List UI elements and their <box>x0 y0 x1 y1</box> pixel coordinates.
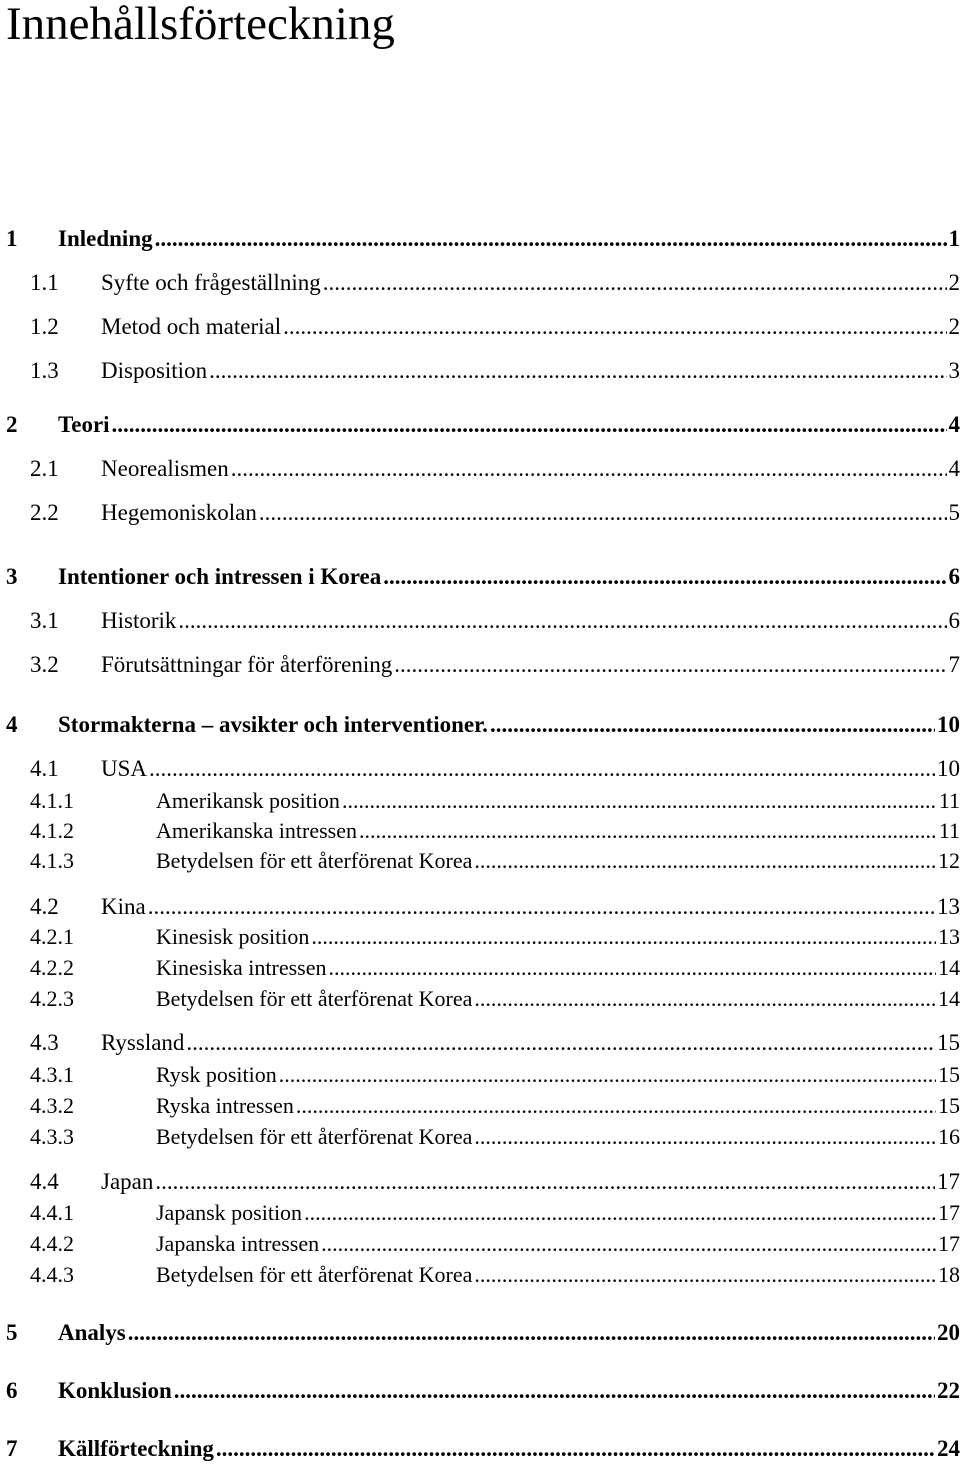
dot-leader <box>321 1231 936 1257</box>
toc-entry-page-number: 17 <box>938 1200 960 1225</box>
dot-leader <box>490 712 935 738</box>
dot-leader <box>383 564 946 590</box>
toc-entry-number: 1.2 <box>30 314 59 339</box>
toc-entry-page-number: 11 <box>938 818 960 843</box>
toc-entry-page-number: 5 <box>948 500 960 525</box>
dot-leader <box>283 314 946 340</box>
dot-leader <box>112 412 947 438</box>
toc-entry[interactable] <box>0 270 960 298</box>
toc-entry-page-number: 10 <box>937 756 960 781</box>
toc-entry[interactable] <box>0 712 960 740</box>
toc-entry-page-number: 20 <box>937 1320 960 1345</box>
toc-entry-page-number: 2 <box>948 314 960 339</box>
toc-entry-page-number: 15 <box>938 1062 960 1087</box>
dot-leader <box>474 848 936 874</box>
page-title: Innehållsförteckning <box>6 0 395 50</box>
toc-entry-number: 3.1 <box>30 608 59 633</box>
toc-entry-number: 6 <box>6 1378 18 1403</box>
toc-entry[interactable] <box>0 1436 960 1464</box>
toc-entry-number: 1.3 <box>30 358 59 383</box>
toc-entry-label: Kina <box>101 894 146 919</box>
toc-entry[interactable] <box>0 955 960 983</box>
toc-entry-label: Disposition <box>101 358 208 383</box>
toc-entry[interactable] <box>0 358 960 386</box>
toc-entry[interactable] <box>0 500 960 528</box>
toc-entry-label: Hegemoniskolan <box>101 500 257 525</box>
toc-entry-page-number: 10 <box>937 712 960 737</box>
toc-entry[interactable] <box>0 986 960 1014</box>
toc-entry-label: Neorealismen <box>101 456 229 481</box>
toc-entry-page-number: 6 <box>948 564 960 589</box>
dot-leader <box>296 1093 936 1119</box>
toc-entry-page-number: 11 <box>938 788 960 813</box>
toc-entry-number: 4.2.3 <box>30 986 74 1011</box>
toc-entry[interactable] <box>0 1231 960 1259</box>
toc-entry-number: 4.1.1 <box>30 788 74 813</box>
toc-entry-label: Teori <box>58 412 110 437</box>
toc-entry-number: 4.2.2 <box>30 955 74 980</box>
toc-entry-page-number: 17 <box>937 1169 960 1194</box>
toc-entry-label: Amerikansk position <box>156 788 340 813</box>
toc-entry-page-number: 2 <box>948 270 960 295</box>
toc-entry-label: Betydelsen för ett återförenat Korea <box>156 1124 473 1149</box>
toc-entry-number: 4.4.2 <box>30 1231 74 1256</box>
toc-entry-label: Stormakterna – avsikter och interventioner. <box>58 712 488 737</box>
toc-entry-number: 4.3.2 <box>30 1093 74 1118</box>
toc-entry[interactable] <box>0 894 960 922</box>
toc-entry-label: Ryska intressen <box>156 1093 294 1118</box>
toc-entry-number: 5 <box>6 1320 18 1345</box>
toc-entry-number: 4.4 <box>30 1169 59 1194</box>
toc-entry-page-number: 17 <box>938 1231 960 1256</box>
toc-entry-number: 4.1.2 <box>30 818 74 843</box>
toc-entry-label: Japan <box>101 1169 154 1194</box>
toc-entry[interactable] <box>0 1169 960 1197</box>
toc-entry[interactable] <box>0 1200 960 1228</box>
toc-entry-number: 1.1 <box>30 270 59 295</box>
dot-leader <box>128 1320 935 1346</box>
toc-entry-page-number: 6 <box>948 608 960 633</box>
dot-leader <box>342 788 937 814</box>
toc-entry[interactable] <box>0 1320 960 1348</box>
toc-entry-label: Kinesisk position <box>156 924 310 949</box>
toc-entry-label: Inledning <box>58 226 153 251</box>
dot-leader <box>474 986 936 1012</box>
toc-entry-number: 2.1 <box>30 456 59 481</box>
toc-entry-number: 1 <box>6 226 18 251</box>
toc-entry-label: Rysk position <box>156 1062 277 1087</box>
toc-entry-page-number: 7 <box>948 652 960 677</box>
dot-leader <box>323 270 947 296</box>
toc-entry-label: Metod och material <box>101 314 282 339</box>
toc-entry[interactable] <box>0 848 960 876</box>
toc-entry-page-number: 14 <box>938 955 960 980</box>
toc-entry[interactable] <box>0 456 960 484</box>
toc-entry-number: 2 <box>6 412 18 437</box>
toc-entry-number: 4.2 <box>30 894 59 919</box>
dot-leader <box>149 756 935 782</box>
toc-entry-label: Betydelsen för ett återförenat Korea <box>156 848 473 873</box>
toc-entry[interactable] <box>0 788 960 816</box>
toc-entry-number: 4.3.3 <box>30 1124 74 1149</box>
toc-entry-page-number: 22 <box>937 1378 960 1403</box>
toc-entry[interactable] <box>0 818 960 846</box>
toc-entry[interactable] <box>0 314 960 342</box>
toc-entry-number: 3 <box>6 564 18 589</box>
toc-entry-page-number: 12 <box>938 848 960 873</box>
toc-entry-number: 4.4.3 <box>30 1262 74 1287</box>
toc-entry-label: Amerikanska intressen <box>156 818 357 843</box>
dot-leader <box>231 456 947 482</box>
dot-leader <box>259 500 947 526</box>
dot-leader <box>394 652 946 678</box>
dot-leader <box>474 1262 936 1288</box>
dot-leader <box>155 226 947 252</box>
toc-entry-page-number: 15 <box>938 1093 960 1118</box>
toc-entry-number: 4.4.1 <box>30 1200 74 1225</box>
toc-entry-page-number: 24 <box>937 1436 960 1461</box>
toc-entry[interactable] <box>0 1124 960 1152</box>
toc-entry-page-number: 15 <box>937 1030 960 1055</box>
toc-entry[interactable] <box>0 1093 960 1121</box>
toc-entry-page-number: 16 <box>938 1124 960 1149</box>
toc-entry-page-number: 4 <box>948 412 960 437</box>
toc-entry-label: Ryssland <box>101 1030 185 1055</box>
dot-leader <box>304 1200 936 1226</box>
toc-entry-number: 4 <box>6 712 18 737</box>
toc-entry[interactable] <box>0 564 960 592</box>
toc-entry[interactable] <box>0 756 960 784</box>
toc-entry-page-number: 13 <box>938 924 960 949</box>
dot-leader <box>155 1169 935 1195</box>
toc-entry[interactable] <box>0 1030 960 1058</box>
toc-entry-label: Intentioner och intressen i Korea <box>58 564 382 589</box>
toc-entry-label: Historik <box>101 608 177 633</box>
toc-entry[interactable] <box>0 608 960 636</box>
toc-entry-label: Källförteckning <box>58 1436 214 1461</box>
toc-entry-label: Japansk position <box>156 1200 303 1225</box>
toc-entry[interactable] <box>0 924 960 952</box>
toc-entry-page-number: 3 <box>948 358 960 383</box>
toc-entry[interactable] <box>0 226 960 254</box>
toc-entry-number: 4.1 <box>30 756 59 781</box>
toc-entry-label: Konklusion <box>58 1378 172 1403</box>
dot-leader <box>279 1062 936 1088</box>
toc-entry-label: Förutsättningar för återförening <box>101 652 393 677</box>
dot-leader <box>186 1030 935 1056</box>
toc-entry-number: 4.3 <box>30 1030 59 1055</box>
toc-entry-page-number: 4 <box>948 456 960 481</box>
toc-entry[interactable] <box>0 1062 960 1090</box>
toc-entry-label: USA <box>101 756 148 781</box>
toc-entry-number: 2.2 <box>30 500 59 525</box>
toc-entry-label: Syfte och frågeställning <box>101 270 321 295</box>
dot-leader <box>174 1378 935 1404</box>
toc-entry-label: Betydelsen för ett återförenat Korea <box>156 986 473 1011</box>
toc-entry-number: 3.2 <box>30 652 59 677</box>
dot-leader <box>311 924 936 950</box>
dot-leader <box>148 894 935 920</box>
dot-leader <box>209 358 946 384</box>
toc-entry[interactable] <box>0 412 960 440</box>
toc-entry-page-number: 14 <box>938 986 960 1011</box>
toc-entry[interactable] <box>0 1378 960 1406</box>
toc-entry-label: Kinesiska intressen <box>156 955 327 980</box>
toc-entry-label: Japanska intressen <box>156 1231 320 1256</box>
toc-entry-label: Analys <box>58 1320 126 1345</box>
dot-leader <box>328 955 936 981</box>
toc-entry-page-number: 13 <box>937 894 960 919</box>
toc-entry-number: 4.1.3 <box>30 848 74 873</box>
toc-entry-page-number: 1 <box>948 226 960 251</box>
toc-entry-number: 7 <box>6 1436 18 1461</box>
dot-leader <box>359 818 937 844</box>
dot-leader <box>178 608 946 634</box>
toc-entry-page-number: 18 <box>938 1262 960 1287</box>
toc-entry[interactable] <box>0 1262 960 1290</box>
dot-leader <box>474 1124 936 1150</box>
toc-entry-label: Betydelsen för ett återförenat Korea <box>156 1262 473 1287</box>
dot-leader <box>216 1436 935 1462</box>
toc-entry[interactable] <box>0 652 960 680</box>
toc-entry-number: 4.3.1 <box>30 1062 74 1087</box>
toc-entry-number: 4.2.1 <box>30 924 74 949</box>
